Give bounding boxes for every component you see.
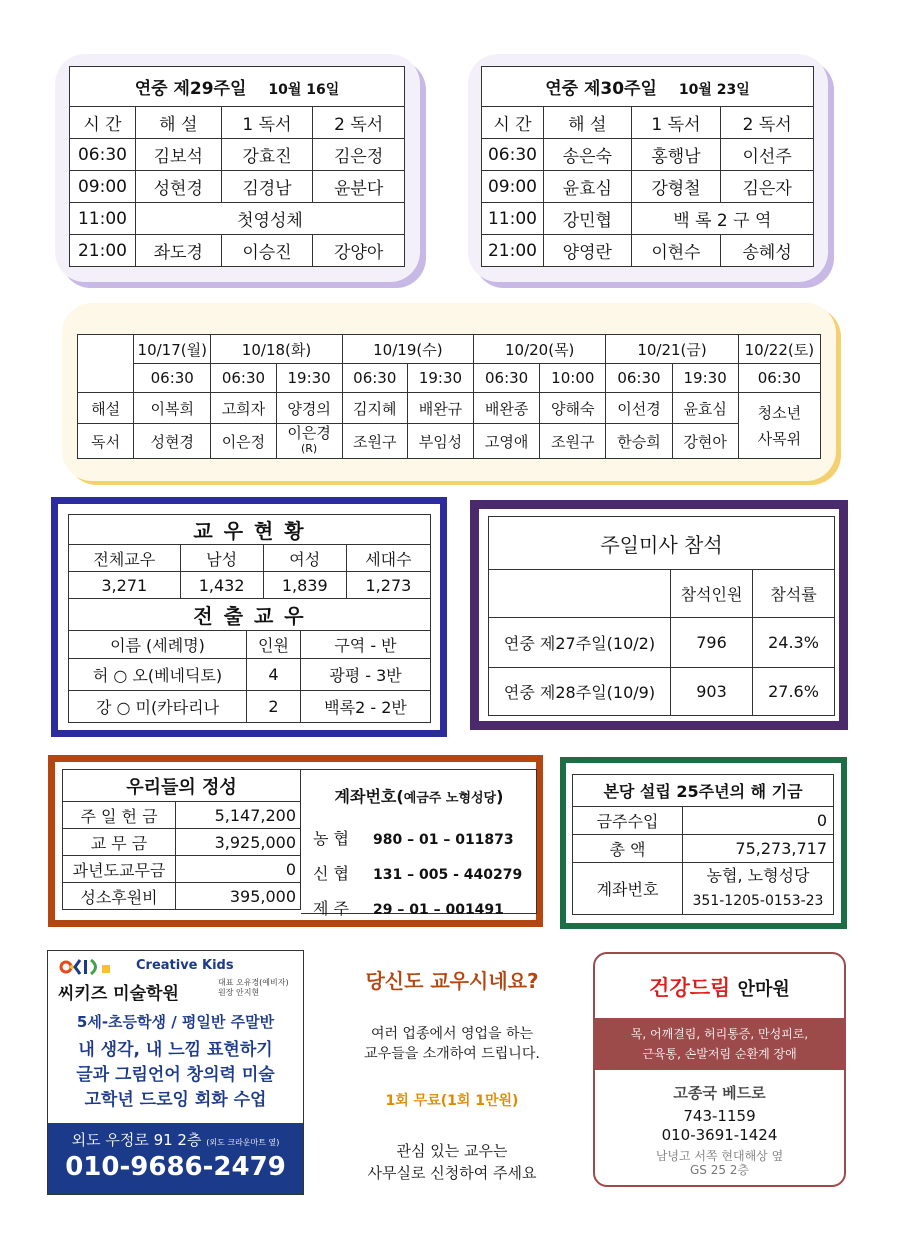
time-cell: 06:30 [606, 364, 672, 393]
massage-ad [593, 952, 846, 1187]
table-row: 성소후원비 395,000 [63, 883, 301, 910]
promo-desc: 여러 업종에서 영업을 하는 교우들을 소개하여 드립니다. [364, 1026, 540, 1062]
table-row: 금주수입 0 [573, 807, 834, 835]
header-reading2: 2 독서 [721, 107, 814, 139]
table-row: 연중 제27주일(10/2) 796 24.3% [489, 618, 835, 668]
week30-card [468, 54, 828, 282]
time-cell: 19:30 [407, 364, 473, 393]
time-cell: 06:30 [738, 364, 820, 393]
time-cell: 06:30 [474, 364, 540, 393]
weekday-table [77, 334, 821, 459]
kids-brand: Creative Kids [136, 958, 234, 973]
offering-title: 우리들의 정성 [63, 770, 301, 802]
attendance-table: 주일미사 참석 참석인원 참석률 연중 제27주일(10/2) 796 24.3% 연중 제28주일(10/9) 903 27.6% [488, 516, 835, 716]
day-header: 10/21(금) [606, 335, 738, 364]
table-row: 독서 성현경 이은정 이은경 (R) 조원구 부임성 고영애 조원구 한승희 강현아 [78, 424, 821, 459]
massage-band: 목, 어깨결림, 허리통증, 만성피로, 근육통, 손발저림 순환계 장애 [595, 1018, 844, 1070]
week29-title: 연중 제29주일 10월 16일 [70, 67, 405, 107]
parish-status-frame [51, 497, 447, 737]
fund-title: 본당 설립 25주년의 해 기금 [573, 775, 834, 807]
table-row: 해설 이복희 고희자 양경의 김지혜 배완규 배완종 양해숙 이선경 윤효심 청소년 사목위 [78, 393, 821, 424]
kids-contact-band: 외도 우정로 91 2층 (외도 크라운마트 옆) 010-9686-2479 [48, 1123, 303, 1194]
list-item: 신 협 131 – 005 - 440279 [313, 864, 523, 883]
table-row: 과년도교무금 0 [63, 856, 301, 883]
day-header: 10/18(화) [211, 335, 342, 364]
header-reading1: 1 독서 [221, 107, 313, 139]
kids-ad [47, 950, 304, 1195]
attendance-frame [470, 500, 848, 730]
kids-rep: 대표 오유경(예비자) 원장 안지현 [218, 978, 289, 997]
attendance-title: 주일미사 참석 [489, 517, 835, 570]
header-commentary: 해 설 [543, 107, 631, 139]
table-row: 06:30 송은숙 홍행남 이선주 [482, 139, 814, 171]
time-cell: 06:30 [342, 364, 407, 393]
table-row: 09:00 성현경 김경남 윤분다 [70, 171, 405, 203]
time-cell: 06:30 [134, 364, 211, 393]
table-row: 허 ○ 오(베네딕토) 4 광평 - 3반 [69, 659, 431, 691]
table-row: 연중 제28주일(10/9) 903 27.6% [489, 668, 835, 716]
corner-cell [78, 335, 134, 393]
massage-location: 남녕고 서쪽 현대해상 옆 GS 25 2층 [655, 1149, 784, 1177]
table-row: 11:00 첫영성체 [70, 203, 405, 235]
offering-frame [48, 755, 543, 927]
week30-table [481, 66, 814, 267]
table-row: 주 일 헌 금 5,147,200 [63, 802, 301, 829]
week29-table [69, 66, 405, 267]
account-box [301, 769, 537, 918]
list-item: 제 주 29 – 01 – 001491 [313, 899, 504, 918]
time-cell: 19:30 [672, 364, 738, 393]
parish-title: 교 우 현 황 [69, 515, 431, 545]
fund-table [572, 774, 834, 915]
header-reading1: 1 독서 [631, 107, 721, 139]
kids-name: 씨키즈 미술학원 [58, 984, 179, 1004]
row-label: 독서 [78, 424, 134, 459]
table-row: 총 액 75,273,717 [573, 835, 834, 863]
massage-phones: 743-1159 010-3691-1424 [661, 1107, 778, 1144]
day-header: 10/17(월) [134, 335, 211, 364]
moved-table: 전 출 교 우 이름 (세례명) 인원 구역 - 반 허 ○ 오(베네딕토) 4 광평 - 3반 강 ○ 미(카타리나 2 백록2 - 2반 [68, 598, 431, 723]
table-row: 강 ○ 미(카타리나 2 백록2 - 2반 [69, 691, 431, 723]
table-row: 계좌번호 농협, 노형성당 351-1205-0153-23 [573, 863, 834, 915]
kids-line1: 5세-초등학생 / 평일반 주말반 [76, 1013, 275, 1031]
table-row: 21:00 양영란 이현수 송혜성 [482, 235, 814, 267]
promo-title: 당신도 교우시네요? [365, 969, 539, 993]
week29-card [55, 54, 420, 282]
table-row: 21:00 좌도경 이승진 강양아 [70, 235, 405, 267]
kids-lines: 내 생각, 내 느낌 표현하기 글과 그림언어 창의력 미술 고학년 드로잉 회화 수업 [76, 1040, 275, 1110]
row-label: 해설 [78, 393, 134, 424]
moved-title: 전 출 교 우 [69, 599, 431, 631]
table-row: 3,271 1,432 1,839 1,273 [69, 572, 431, 599]
kids-logo [58, 957, 298, 977]
saturday-cell: 청소년 사목위 [738, 393, 820, 459]
table-row: 11:00 강민협 백 록 2 구 역 [482, 203, 814, 235]
fund-frame [560, 757, 847, 929]
day-header: 10/20(목) [474, 335, 606, 364]
promo-price: 1회 무료(1회 1만원) [385, 1093, 519, 1109]
time-cell: 06:30 [211, 364, 276, 393]
massage-owner: 고종국 베드로 [673, 1084, 766, 1102]
table-row: 교 무 금 3,925,000 [63, 829, 301, 856]
account-list [313, 822, 522, 927]
table-row: 06:30 김보석 강효진 김은정 [70, 139, 405, 171]
header-time: 시 간 [482, 107, 544, 139]
day-header: 10/19(수) [342, 335, 473, 364]
parish-status-table: 교 우 현 황 전체교우 남성 여성 세대수 3,271 1,432 1,839 1,273 [68, 514, 431, 599]
time-cell: 19:30 [276, 364, 342, 393]
table-row: 09:00 윤효심 강형철 김은자 [482, 171, 814, 203]
list-item: 농 협 980 – 01 – 011873 [313, 829, 514, 848]
week30-title: 연중 제30주일 10월 23일 [482, 67, 814, 107]
header-commentary: 해 설 [135, 107, 221, 139]
day-header: 10/22(토) [738, 335, 820, 364]
time-cell: 10:00 [540, 364, 606, 393]
account-title: 계좌번호(예금주 노형성당) [334, 787, 504, 806]
offering-table [62, 769, 301, 910]
promo-apply: 관심 있는 교우는 사무실로 신청하여 주세요 [367, 1142, 537, 1182]
weekday-card [62, 303, 836, 481]
header-time: 시 간 [70, 107, 136, 139]
kids-phone: 010-9686-2479 [65, 1152, 286, 1182]
promo-ad [322, 955, 582, 1184]
header-reading2: 2 독서 [313, 107, 405, 139]
massage-name: 건강드림 안마원 [649, 976, 790, 1000]
kids-logo-icon [58, 957, 138, 977]
